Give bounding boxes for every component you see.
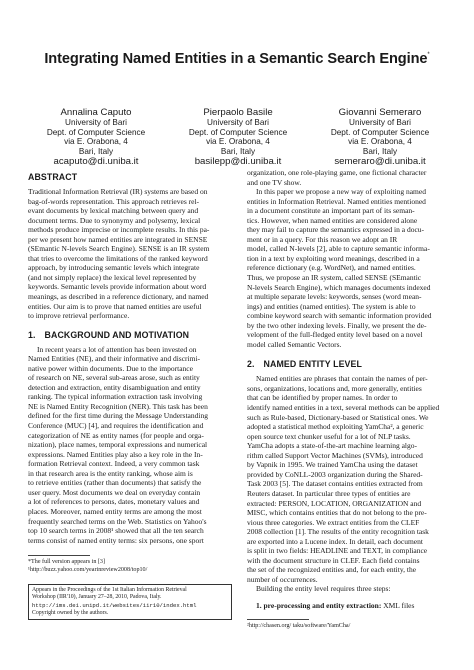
text-line: ings) and entities (named entities). The system is able to: [247, 301, 416, 311]
text-line: and one TV show.: [247, 177, 302, 187]
text-line: expressions. Named Entities play also a key role in the In-: [28, 449, 203, 459]
text-line: defined for the first time during the Message Understanding: [28, 411, 208, 421]
text-line: NE is Named Entity Recognition (NER). This task has been: [28, 401, 208, 411]
section-2-heading: [247, 359, 451, 370]
text-line: adopted a statistical method exploiting YamCha², a generic: [247, 422, 424, 432]
text-line: nization), place names, temporal expressions and numerical: [28, 440, 208, 450]
text-line: with the document structure in CLEF. Each field contains: [247, 555, 420, 565]
author-address: via E. Orabona, 4: [206, 137, 270, 147]
text-line: organization, one role-playing game, one fictional character: [247, 168, 427, 177]
text-line: by the two other indexing levels. Finally, we present the de-: [247, 320, 427, 330]
author-3: [310, 107, 450, 167]
text-line: native power within documents. Due to the importance: [28, 363, 193, 373]
text-line: entities in Information Retrieval. Named entities mentioned: [247, 196, 426, 206]
author-email: semeraro@di.uniba.it: [334, 156, 426, 168]
section-1-heading: [28, 330, 232, 341]
author-address: via E. Orabona, 4: [64, 137, 128, 147]
list-item-text: XML files: [383, 600, 415, 610]
author-2: [168, 107, 308, 167]
text-line: entities. Our aim is to prove that named entities are useful: [28, 301, 202, 311]
text-line: document terms. Due to synonymy and polysemy, lexical: [28, 215, 201, 225]
author-city: Bari, Italy: [362, 146, 398, 156]
text-line: Thus, we propose an IR system, called SENSE (SEmantic: [247, 273, 422, 283]
text-line: reference dictionary (e.g. WordNet), and named entities.: [247, 263, 416, 273]
author-affiliation: University of Bari: [207, 118, 269, 127]
text-line: vious three categories. We extract entities from the CLEF: [247, 517, 420, 527]
text-line: per we present how named entities are integrated in SENSE: [28, 234, 208, 244]
author-affiliation: University of Bari: [349, 118, 411, 127]
paper-title: [20, 51, 454, 67]
text-line: they may fail to capture the semantics expressed in a docu-: [247, 225, 425, 235]
footnote-yahoo-link[interactable]: ¹http://buzz.yahoo.com/yearinreview2008/top10/: [28, 566, 148, 573]
author-affiliation: University of Bari: [65, 118, 127, 127]
text-line: (SEmantic N-levels Search Engine). SENSE is an IR system: [28, 244, 210, 254]
text-line: open source text chunker useful for a lot of NLP tasks.: [247, 431, 411, 441]
text-line: identify named entities in a text, several methods can be applied: [247, 403, 440, 413]
text-line: ment or in a query. For this reason we adopt an IR: [247, 234, 398, 244]
copyright-box: [28, 584, 232, 620]
author-department: Dept. of Computer Science: [188, 127, 288, 137]
text-line: number of occurrences.: [247, 574, 318, 584]
author-email: acaputo@di.uniba.it: [53, 156, 139, 168]
copyright-line: Workshop (IIR'10), January 27–28, 2010, Padova, Italy.: [32, 594, 162, 601]
text-line: by Vapnik in 1995. We trained YamCha using the dataset: [247, 460, 418, 470]
author-1: [26, 107, 166, 167]
text-line: evant documents by lexical matching between query and: [28, 206, 199, 216]
author-address: via E. Orabona, 4: [348, 137, 412, 147]
text-line: Conference (MUC) [4], and requires the identification and: [28, 421, 204, 431]
author-block: [28, 107, 448, 168]
author-department: Dept. of Computer Science: [46, 127, 146, 137]
text-line: categorization of NE as entity names (for people and orga-: [28, 430, 204, 440]
text-line: tion in a text by exploiting word meanings, described in a: [247, 253, 420, 263]
intro-continued-body: [247, 168, 451, 349]
text-line: sons, organizations, locations and, more generally, entities: [247, 383, 422, 393]
proceedings-url-link[interactable]: http://ims.dei.unipd.it/websites/iir10/index.html: [32, 601, 197, 609]
text-line: frequently searched terms on the Web. Statistics on Yahoo's: [28, 516, 207, 526]
author-name: Pierpaolo Basile: [203, 107, 273, 118]
text-line: Task 2003 [5]. The dataset contains entities extracted from: [247, 479, 423, 489]
text-line: to retrieve entities (rather than documents) that satisfy the: [28, 478, 202, 488]
author-city: Bari, Italy: [78, 146, 114, 156]
section-2-body: [247, 374, 451, 594]
author-city: Bari, Italy: [220, 146, 256, 156]
list-item-label: 1. pre-processing and entity extraction:: [256, 600, 382, 610]
text-line: N-levels Search Engine), which manages documents indexed: [247, 282, 431, 292]
text-line: is split in two fields: HEADLINE and TEXT, in compliance: [247, 546, 428, 556]
footnote-rule: [247, 619, 309, 620]
section-number: 2.: [247, 359, 255, 370]
text-line: Building the entity level requires three steps:: [256, 584, 391, 594]
text-line: approach, by introducing semantic levels which integrate: [28, 263, 200, 273]
author-email: basilepp@di.uniba.it: [194, 156, 282, 168]
text-line: 2008 collection [1]. The results of the entity recognition task: [247, 527, 429, 537]
text-line: are exported into a Lucene index. In detail, each document: [247, 536, 423, 546]
text-line: bag-of-words representation. This approach retrieves rel-: [28, 196, 200, 206]
text-line: such as Rule-based, Dictionary-based or Statistical ones. We: [247, 412, 429, 422]
author-name: Giovanni Semeraro: [338, 107, 422, 118]
text-line: Reuters dataset. In particular three types of entities are: [247, 488, 411, 498]
text-line: model called Semantic Vectors.: [247, 339, 342, 349]
text-line: detection and extraction, entity disambiguation and entity: [28, 382, 201, 392]
text-line: terms consist of named entity terms: six persons, one sport: [28, 535, 204, 545]
text-line: of research on NE, several sub-areas arose, such as entity: [28, 373, 200, 383]
text-line: model, called N-levels [2], able to capture semantic informa-: [247, 244, 430, 254]
text-line: methods produce imprecise or incomplete results. In this pa-: [28, 225, 210, 235]
text-line: MISC, which contains entities that do not belong to the pre-: [247, 508, 427, 518]
text-line: tics. However, when named entities are considered alone: [247, 215, 418, 225]
text-line: rithm called Support Vector Machines (SVMs), introduced: [247, 450, 423, 460]
text-line: a lot of references to persons, dates, monetary values and: [28, 497, 200, 507]
section-title: BACKGROUND AND MOTIVATION: [44, 329, 190, 340]
text-line: places. Moreover, named entity terms are among the most: [28, 506, 202, 516]
text-line: that can be identified by proper names. In order to: [247, 393, 398, 403]
footnote-yamcha-link[interactable]: ²http://chasen.org/ taku/software/YamCha/: [247, 622, 351, 629]
copyright-line: Copyright owned by the authors.: [32, 609, 109, 616]
text-line: to improve retrieval performance.: [28, 311, 130, 321]
list-item: [247, 601, 451, 611]
text-line: extracted: PERSON, LOCATION, ORGANIZATION and: [247, 498, 422, 508]
text-line: (and not simply replace) the lexical level represented by: [28, 272, 197, 282]
section-number: 1.: [28, 329, 36, 340]
text-line: In this paper we propose a new way of exploiting named: [256, 187, 426, 197]
text-line: at multiple separate levels: keywords, senses (word mean-: [247, 292, 422, 302]
paper-title-text: Integrating Named Entities in a Semantic Search Engine: [44, 51, 428, 67]
text-line: combine keyword search with semantic information provided: [247, 311, 432, 321]
footnote-rule: [28, 555, 90, 556]
author-department: Dept. of Computer Science: [330, 127, 430, 137]
text-line: meanings, as described in a reference dictionary, and named: [28, 292, 209, 302]
title-footnote-marker: *: [427, 52, 430, 58]
text-line: YamCha adopts a state-of-the-art machine learning algo-: [247, 441, 418, 451]
text-line: Traditional Information Retrieval (IR) systems are based on: [28, 187, 208, 196]
footnote-full-version: *The full version appears in [3]: [28, 559, 105, 566]
author-name: Annalina Caputo: [60, 107, 132, 118]
text-line: provided by CoNLL-2003 organization during the Shared-: [247, 469, 423, 479]
text-line: velopment of the full-fledged entity level based on a novel: [247, 330, 423, 340]
text-line: formation Retrieval context. Indeed, a very common task: [28, 459, 200, 469]
text-line: the set of the recognized entities and, for each entity, the: [247, 565, 417, 575]
section-title: NAMED ENTITY LEVEL: [263, 359, 362, 370]
abstract-heading: ABSTRACT: [28, 172, 78, 182]
text-line: keywords. Semantic levels provide information about word: [28, 282, 207, 292]
abstract-body: [28, 187, 232, 321]
text-line: Named Entities (NE), and their informative and discrimi-: [28, 354, 201, 364]
text-line: Named entities are phrases that contain the names of per-: [256, 374, 428, 384]
right-column: [247, 168, 451, 630]
text-line: In recent years a lot of attention has been invested on: [37, 344, 197, 354]
text-line: ranking. The typical information extraction task involving: [28, 392, 203, 402]
left-column: [28, 168, 232, 620]
text-line: that tries to overcome the limitations of the ranked keyword: [28, 253, 208, 263]
copyright-line: Appears in the Proceedings of the 1st Italian Information Retrieval: [32, 586, 187, 593]
text-line: user query. Most documents we deal on everyday contain: [28, 487, 201, 497]
text-line: top 10 search terms in 2008¹ showed that all the ten search: [28, 526, 204, 536]
text-line: in a document constitute an important part of its seman-: [247, 206, 415, 216]
text-line: in that research area is the entity ranking, whose aim is: [28, 468, 193, 478]
section-1-body: [28, 345, 232, 545]
